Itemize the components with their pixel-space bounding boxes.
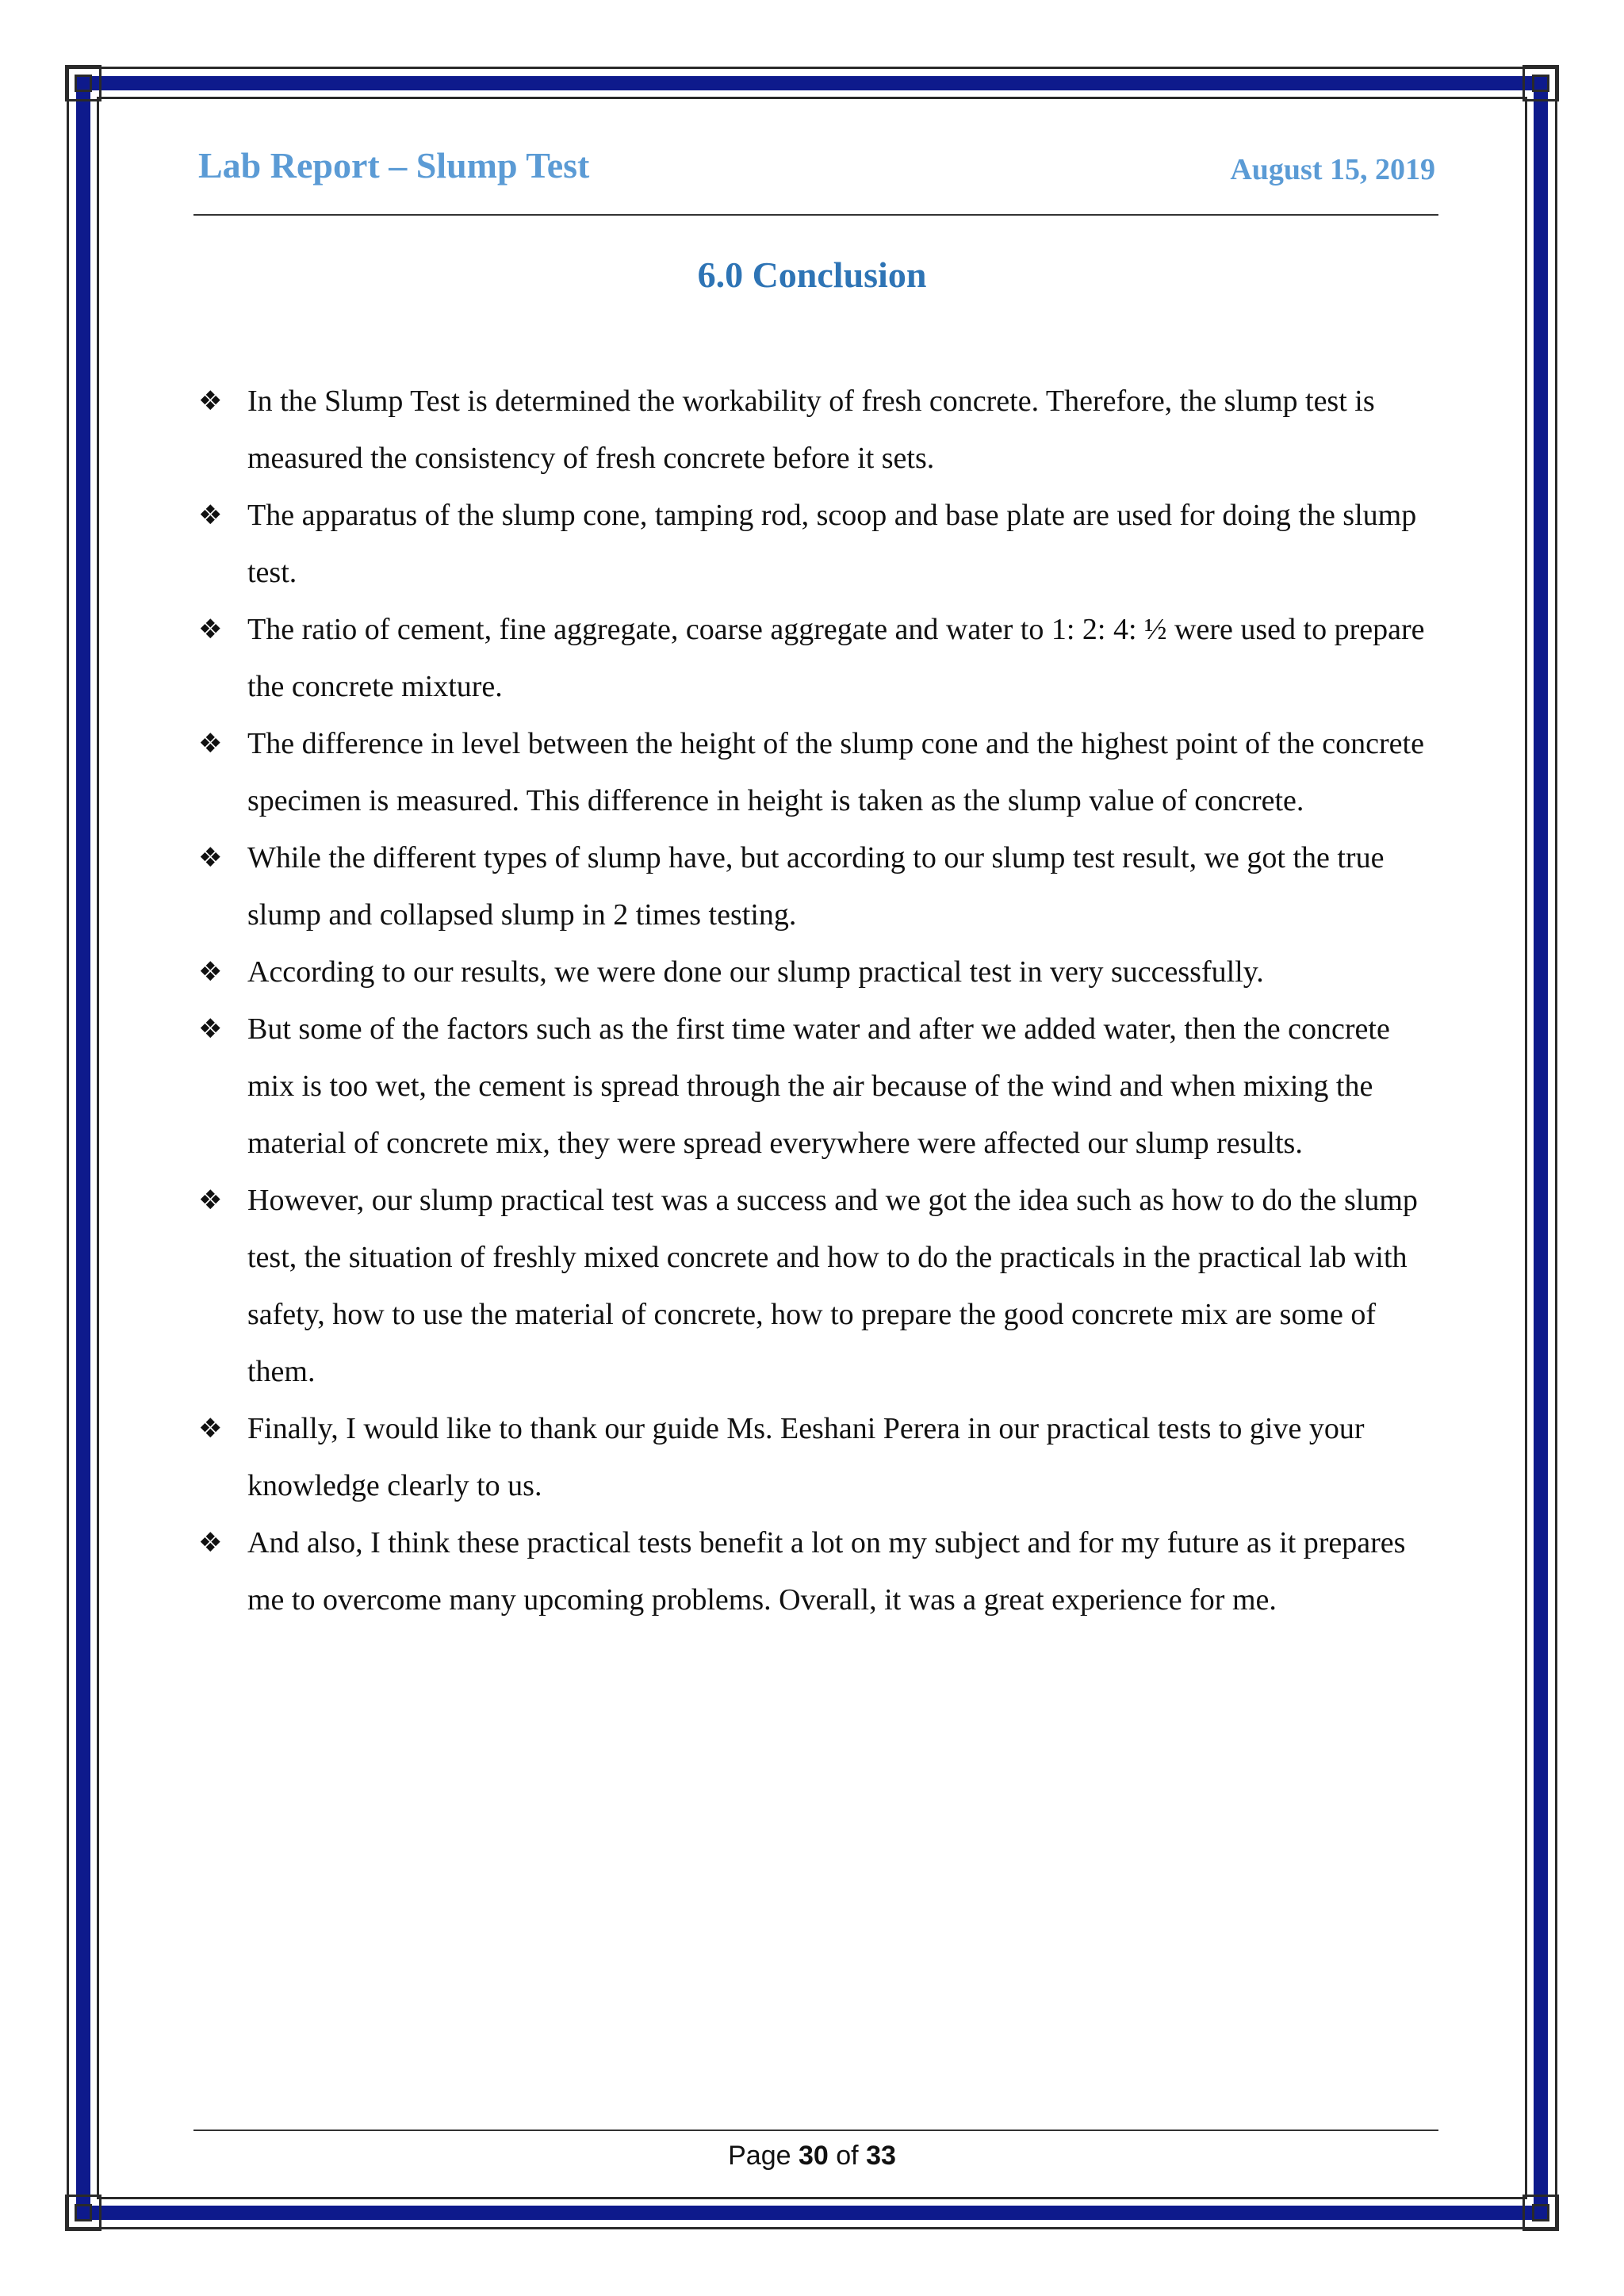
list-item-text: And also, I think these practical tests benefit a lot on my subject and for my future as it prepares me to overcome many upcoming problems. Overall, it was a great experience for me. xyxy=(247,1526,1406,1617)
list-item xyxy=(198,601,1443,715)
header-divider xyxy=(193,214,1438,216)
page-total: 33 xyxy=(866,2141,896,2171)
list-item-text: The difference in level between the height of the slump cone and the highest point of the concrete specimen is measured. This difference in height is taken as the slump value of concrete. xyxy=(247,727,1424,817)
four-diamond-bullet-icon: ❖ xyxy=(198,1527,223,1559)
four-diamond-bullet-icon: ❖ xyxy=(198,728,223,760)
page-current: 30 xyxy=(798,2141,829,2171)
list-item-text: But some of the factors such as the first time water and after we added water, then the concrete mix is too wet, the cement is spread through the air because of the wind and when mixing the material of concrete mix, they were spread everywhere were affected our slump results. xyxy=(247,1012,1390,1160)
list-item xyxy=(198,1172,1443,1400)
list-item xyxy=(198,373,1443,487)
page-of-word: of xyxy=(836,2141,859,2171)
list-item xyxy=(198,715,1443,829)
list-item xyxy=(198,1400,1443,1514)
page-number xyxy=(0,2141,1624,2172)
four-diamond-bullet-icon: ❖ xyxy=(198,499,223,531)
footer-divider xyxy=(193,2130,1438,2131)
four-diamond-bullet-icon: ❖ xyxy=(198,385,223,417)
list-item-text: The apparatus of the slump cone, tamping rod, scoop and base plate are used for doing the slump test. xyxy=(247,499,1417,589)
corner-ornament-top-left xyxy=(65,65,102,101)
list-item-text: However, our slump practical test was a success and we got the idea such as how to do the slump test, the situation of freshly mixed concrete and how to do the practicals in the practical lab with safety, how to use the material of concrete, how to prepare the good concrete mix are some of them. xyxy=(247,1184,1418,1388)
four-diamond-bullet-icon: ❖ xyxy=(198,842,223,874)
list-item-text: While the different types of slump have, but according to our slump test result, we got the true slump and collapsed slump in 2 times testing. xyxy=(247,841,1385,932)
list-item-text: In the Slump Test is determined the workability of fresh concrete. Therefore, the slump test is measured the consistency of fresh concrete before it sets. xyxy=(247,385,1375,475)
four-diamond-bullet-icon: ❖ xyxy=(198,1184,223,1216)
list-item-text: Finally, I would like to thank our guide Ms. Eeshani Perera in our practical tests to give your knowledge clearly to us. xyxy=(247,1412,1365,1502)
list-item-text: The ratio of cement, fine aggregate, coarse aggregate and water to 1: 2: 4: ½ were used to prepare the concrete mixture. xyxy=(247,613,1425,703)
corner-ornament-bottom-left xyxy=(65,2195,102,2231)
list-item xyxy=(198,829,1443,943)
list-item xyxy=(198,1001,1443,1172)
header-title: Lab Report – Slump Test xyxy=(198,145,590,186)
list-item xyxy=(198,1514,1443,1628)
four-diamond-bullet-icon: ❖ xyxy=(198,1013,223,1045)
corner-ornament-top-right xyxy=(1522,65,1559,101)
page-word: Page xyxy=(728,2141,791,2171)
four-diamond-bullet-icon: ❖ xyxy=(198,1413,223,1445)
four-diamond-bullet-icon: ❖ xyxy=(198,614,223,645)
list-item xyxy=(198,487,1443,601)
list-item xyxy=(198,943,1443,1001)
section-heading: 6.0 Conclusion xyxy=(697,254,927,295)
list-item-text: According to our results, we were done our slump practical test in very successfully. xyxy=(247,955,1264,989)
conclusion-bullet-list xyxy=(198,373,1443,1628)
corner-ornament-bottom-right xyxy=(1522,2195,1559,2231)
four-diamond-bullet-icon: ❖ xyxy=(198,956,223,988)
header-date: August 15, 2019 xyxy=(1230,153,1435,186)
